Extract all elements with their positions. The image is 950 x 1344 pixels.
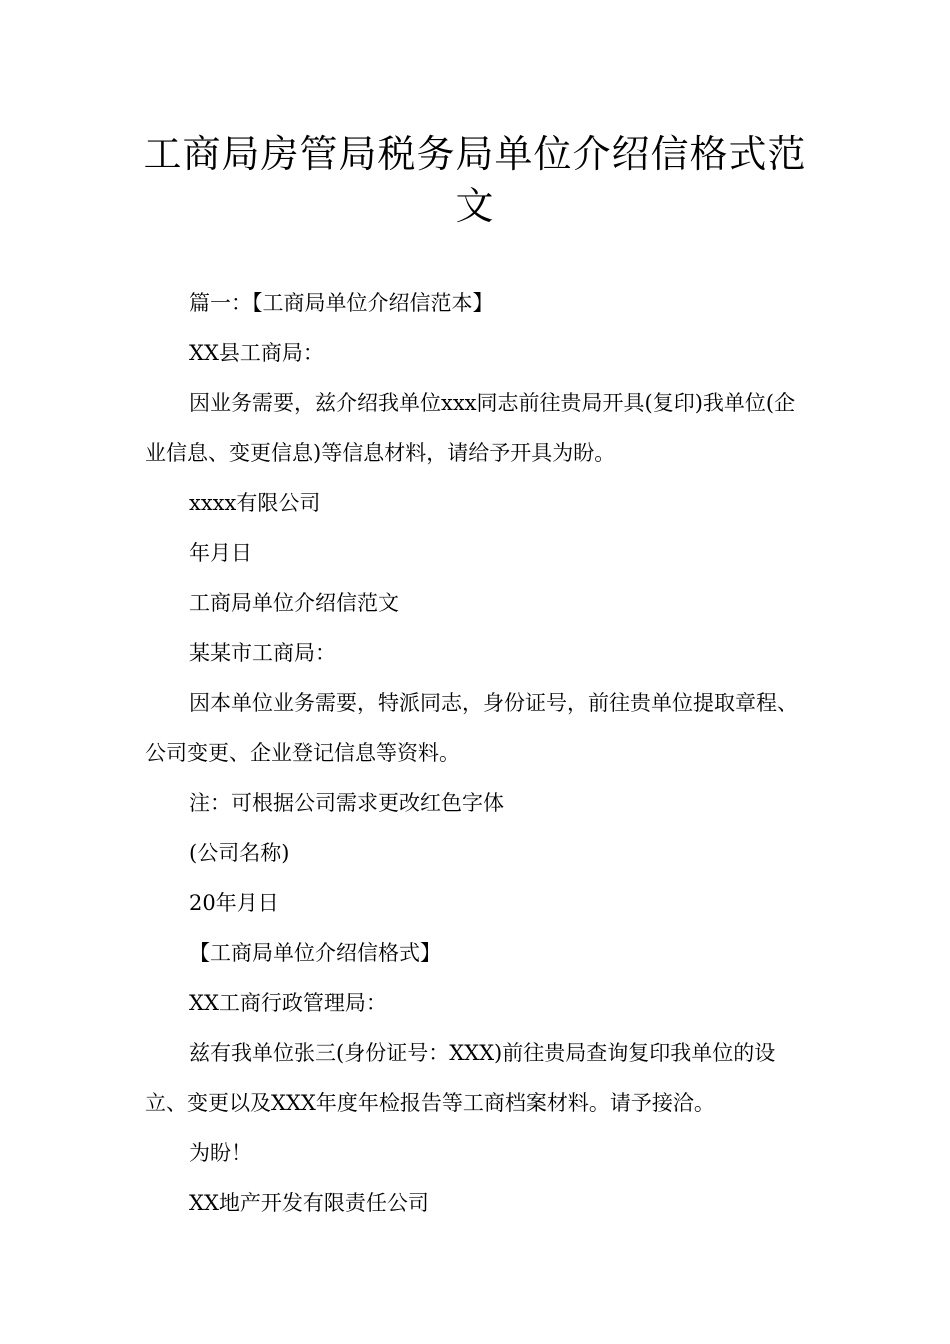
paragraph-signature-company-1: xxxx有限公司 <box>189 491 321 515</box>
paragraph-closing: 为盼！ <box>189 1141 252 1165</box>
paragraph-body-2: 因本单位业务需要，特派同志，身份证号，前往贵单位提取章程、公司变更、企业登记信息等资料。 <box>145 691 798 765</box>
paragraph-body-3: 兹有我单位张三(身份证号：XXX)前往贵局查询复印我单位的设立、变更以及XXX年度年检报告等工商档案材料。请予接洽。 <box>145 1041 776 1115</box>
paragraph-section-heading-3: 【工商局单位介绍信格式】 <box>189 941 441 965</box>
document-body <box>145 278 810 1228</box>
paragraph-addressee-3: XX工商行政管理局： <box>189 991 387 1015</box>
paragraph-signature-company-3: XX地产开发有限责任公司 <box>189 1191 429 1215</box>
paragraph-addressee-2: 某某市工商局： <box>189 641 336 665</box>
document-title: 工商局房管局税务局单位介绍信格式范文 <box>143 132 807 228</box>
paragraph-date-2: 20年月日 <box>189 891 279 915</box>
paragraph-body-1: 因业务需要，兹介绍我单位xxx同志前往贵局开具(复印)我单位(企业信息、变更信息)等信息材料，请给予开具为盼。 <box>145 391 796 465</box>
paragraph-date-1: 年月日 <box>189 541 252 565</box>
paragraph-section-heading-2: 工商局单位介绍信范文 <box>189 591 399 615</box>
paragraph-section-heading-1: 篇一：【工商局单位介绍信范本】 <box>189 291 494 315</box>
paragraph-signature-company-2: (公司名称) <box>189 841 290 865</box>
paragraph-addressee-1: XX县工商局： <box>189 341 324 365</box>
paragraph-note: 注：可根据公司需求更改红色字体 <box>189 791 504 815</box>
